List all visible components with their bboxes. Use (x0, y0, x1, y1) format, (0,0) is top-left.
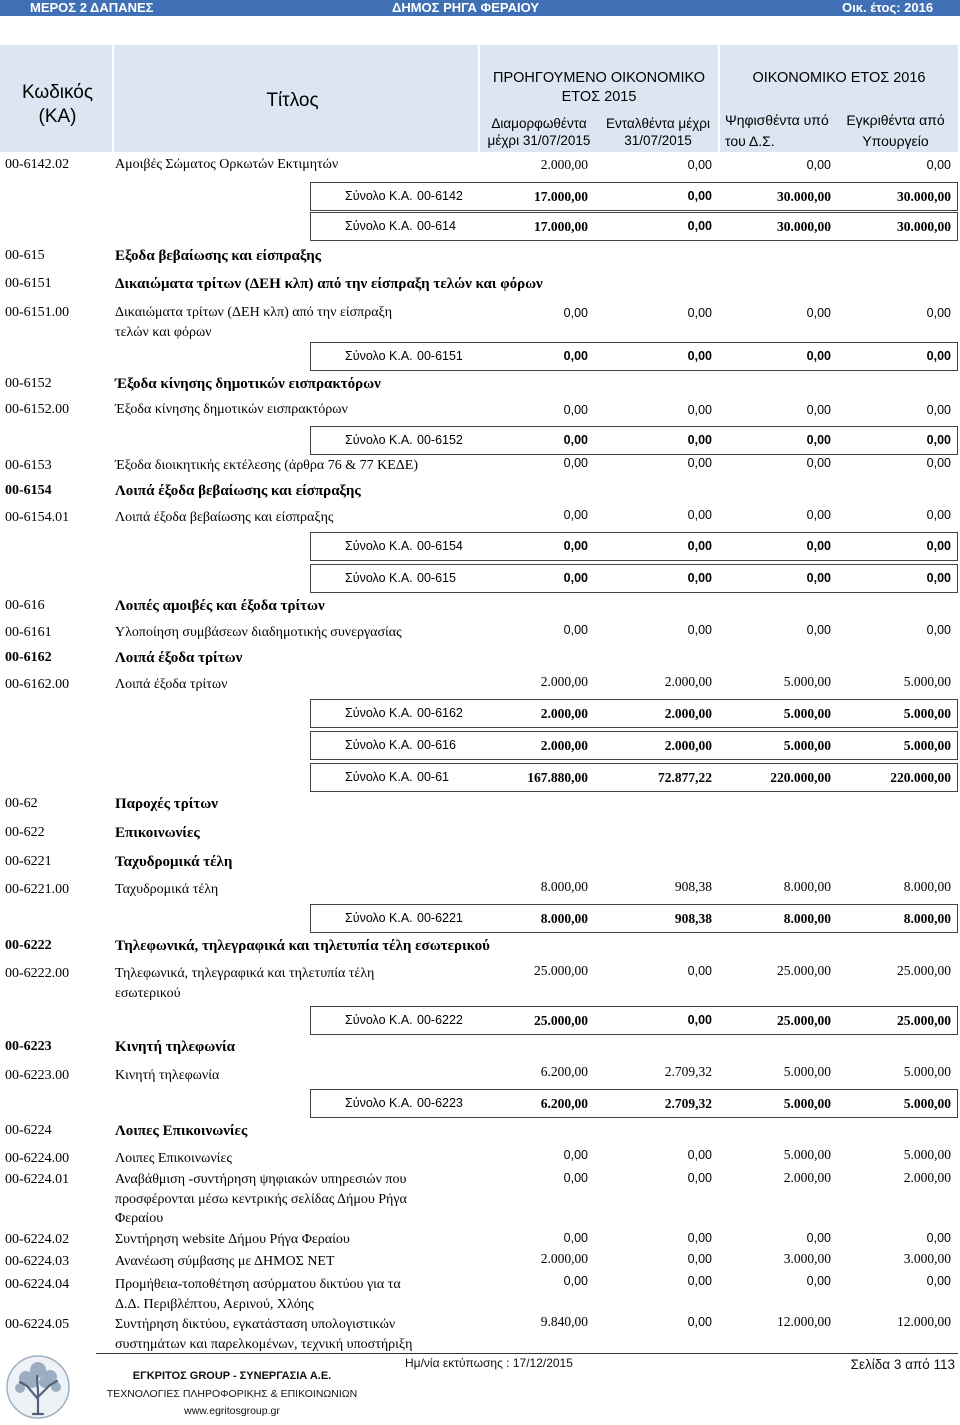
budget-heading-row (0, 647, 958, 669)
amount-formed-2015: 2.000,00 (540, 674, 588, 689)
account-code: 00-6162.00 (5, 677, 70, 692)
account-title-line: Δ.Δ. Περιβλέπτου, Αερινού, Χλόης (115, 1296, 314, 1312)
account-title-line: Αναβάθμιση -συντήρηση ψηφιακών υπηρεσιών που (115, 1172, 407, 1187)
budget-heading-row (0, 822, 958, 844)
budget-total-row (310, 532, 958, 561)
amount-approved-2016: 30.000,00 (897, 219, 951, 234)
budget-total-row (310, 212, 958, 241)
budget-item-row (0, 1274, 958, 1312)
amount-approved-2016: 5.000,00 (903, 1147, 951, 1162)
amount-ordered-2015: 2.000,00 (664, 674, 712, 689)
total-account-code: 00-6223 (417, 1096, 463, 1110)
amount-voted-2016: 0,00 (806, 571, 831, 585)
amount-approved-2016: 0,00 (926, 433, 951, 447)
amount-voted-2016: 0,00 (806, 403, 831, 417)
amount-voted-2016: 0,00 (806, 1274, 831, 1288)
budget-heading-row (0, 793, 958, 815)
amount-ordered-2015: 2.000,00 (664, 738, 712, 753)
account-title-line: προσφέρονται μέσω κεντρικής σελίδας Δήμου Ρήγα (115, 1191, 407, 1207)
account-title-line: Φεραίου (115, 1211, 164, 1226)
account-title: Λοιπά έξοδα βεβαίωσης και είσπραξης (115, 483, 361, 499)
total-account-code: 00-6152 (417, 433, 463, 447)
amount-approved-2016: 5.000,00 (903, 706, 951, 721)
amount-approved-2016: 30.000,00 (897, 189, 951, 204)
amount-ordered-2015: 0,00 (687, 623, 712, 637)
amount-voted-2016: 0,00 (806, 508, 831, 522)
amount-approved-2016: 5.000,00 (903, 1096, 951, 1111)
total-account-code: 00-615 (417, 571, 456, 585)
amount-ordered-2015: 0,00 (687, 306, 712, 320)
amount-formed-2015: 17.000,00 (534, 219, 588, 234)
budget-heading-row (0, 245, 958, 267)
amount-approved-2016: 25.000,00 (897, 963, 951, 978)
amount-approved-2016: 0,00 (926, 306, 951, 320)
amount-approved-2016: 0,00 (926, 623, 951, 637)
account-code: 00-6222.00 (5, 966, 70, 981)
total-label: Σύνολο Κ.Α. (345, 738, 413, 752)
total-account-code: 00-6154 (417, 539, 463, 553)
amount-approved-2016: 8.000,00 (903, 879, 951, 894)
amount-ordered-2015: 2.000,00 (664, 706, 712, 721)
account-code: 00-615 (5, 248, 45, 263)
total-account-code: 00-614 (417, 219, 456, 233)
account-title: Κινητή τηλεφωνία (115, 1039, 235, 1055)
account-code: 00-6153 (5, 458, 52, 473)
amount-voted-2016: 2.000,00 (783, 1170, 831, 1185)
account-code: 00-6142.02 (5, 157, 70, 172)
amount-approved-2016: 0,00 (926, 571, 951, 585)
account-title: Ταχυδρομικά τέλη (115, 854, 233, 870)
budget-total-row (310, 699, 958, 728)
total-label: Σύνολο Κ.Α. (345, 1096, 413, 1110)
account-code: 00-622 (5, 825, 45, 840)
amount-voted-2016: 25.000,00 (777, 1013, 831, 1028)
budget-heading-row (0, 595, 958, 617)
budget-heading-row (0, 273, 958, 295)
amount-formed-2015: 0,00 (563, 1148, 588, 1162)
amount-voted-2016: 5.000,00 (783, 1096, 831, 1111)
account-title-line: Αμοιβές Σώματος Ορκωτών Εκτιμητών (115, 157, 339, 172)
amount-voted-2016: 0,00 (806, 306, 831, 320)
amount-formed-2015: 9.840,00 (540, 1314, 588, 1329)
amount-voted-2016: 30.000,00 (777, 219, 831, 234)
amount-ordered-2015: 0,00 (687, 349, 712, 363)
amount-formed-2015: 6.200,00 (540, 1096, 588, 1111)
account-title-line: Λοιπά έξοδα βεβαίωσης και είσπραξης (115, 510, 334, 525)
amount-voted-2016: 0,00 (806, 433, 831, 447)
account-title: Λοιπές αμοιβές και έξοδα τρίτων (115, 598, 325, 614)
budget-total-row (310, 731, 958, 760)
amount-ordered-2015: 72.877,22 (658, 770, 712, 785)
prev-year-header-line1: ΠΡΟΗΓΟΥΜΕΝΟ ΟΙΚΟΝΟΜΙΚΟ (492, 70, 706, 86)
amount-approved-2016: 220.000,00 (890, 770, 951, 785)
amount-voted-2016: 5.000,00 (783, 1064, 831, 1079)
amount-voted-2016: 25.000,00 (777, 963, 831, 978)
amount-approved-2016: 5.000,00 (903, 738, 951, 753)
amount-formed-2015: 17.000,00 (534, 189, 588, 204)
formed-header-line2: μέχρι 31/07/2015 (487, 133, 591, 148)
budget-heading-row (0, 1120, 958, 1142)
current-year-header: ΟΙΚΟΝΟΜΙΚΟ ΕΤΟΣ 2016 (752, 70, 926, 86)
fiscal-year-label: Οικ. έτος: 2016 (842, 0, 934, 15)
amount-formed-2015: 0,00 (563, 1231, 588, 1245)
document-part-label: ΜΕΡΟΣ 2 ΔΑΠΑΝΕΣ (30, 0, 154, 15)
amount-approved-2016: 3.000,00 (903, 1251, 951, 1266)
amount-formed-2015: 25.000,00 (534, 963, 588, 978)
amount-formed-2015: 2.000,00 (540, 738, 588, 753)
account-code: 00-6152 (5, 376, 52, 391)
account-code: 00-6224 (5, 1123, 52, 1138)
amount-ordered-2015: 2.709,32 (664, 1096, 712, 1111)
account-title-line: Κινητή τηλεφωνία (115, 1068, 220, 1083)
amount-formed-2015: 0,00 (563, 403, 588, 417)
amount-formed-2015: 8.000,00 (540, 911, 588, 926)
account-title-line: Συντήρηση δικτύου, εγκατάσταση υπολογιστικών (115, 1317, 396, 1332)
amount-voted-2016: 5.000,00 (783, 738, 831, 753)
approved-header-line2: Υπουργείο (862, 133, 929, 149)
total-label: Σύνολο Κ.Α. (345, 189, 413, 203)
account-title: Τηλεφωνικά, τηλεγραφικά και τηλετυπία τέλη εσωτερικού (115, 938, 490, 954)
account-title-line: Τηλεφωνικά, τηλεγραφικά και τηλετυπία τέλη (115, 966, 375, 981)
amount-approved-2016: 0,00 (926, 403, 951, 417)
amount-voted-2016: 8.000,00 (783, 911, 831, 926)
account-title-line: Έξοδα κίνησης δημοτικών εισπρακτόρων (115, 402, 348, 417)
account-title-line: Δικαιώματα τρίτων (ΔΕΗ κλπ) από την είσπραξη (115, 305, 393, 320)
budget-item-row (0, 1149, 958, 1169)
account-title-line: Συντήρηση website Δήμου Ρήγα Φεραίου (115, 1232, 350, 1247)
account-code: 00-6224.05 (5, 1317, 70, 1332)
amount-formed-2015: 0,00 (563, 571, 588, 585)
amount-formed-2015: 0,00 (563, 1274, 588, 1288)
amount-ordered-2015: 0,00 (687, 539, 712, 553)
amount-formed-2015: 167.880,00 (527, 770, 588, 785)
amount-approved-2016: 25.000,00 (897, 1013, 951, 1028)
amount-ordered-2015: 0,00 (687, 1252, 712, 1266)
account-title: Επικοινωνίες (115, 825, 200, 841)
budget-heading-row (0, 480, 958, 502)
budget-heading-row (0, 373, 958, 395)
account-title-line: εσωτερικού (115, 985, 181, 1001)
amount-ordered-2015: 0,00 (687, 1315, 712, 1329)
total-label: Σύνολο Κ.Α. (345, 219, 413, 233)
amount-formed-2015: 0,00 (563, 433, 588, 447)
account-title: Δικαιώματα τρίτων (ΔΕΗ κλπ) από την είσπραξη τελών και φόρων (115, 276, 543, 292)
account-code: 00-6154.01 (5, 510, 70, 525)
account-title-line: συστημάτων και παρελκομένων, τεχνική υποστήριξη (115, 1336, 413, 1352)
total-account-code: 00-6142 (417, 189, 463, 203)
budget-item-row (0, 675, 958, 695)
ordered-header-line2: 31/07/2015 (624, 133, 692, 148)
account-title-line: Λοιπά έξοδα τρίτων (115, 677, 228, 692)
column-header-code-line2: (ΚΑ) (38, 106, 77, 127)
amount-voted-2016: 5.000,00 (783, 706, 831, 721)
tree-logo-icon (0, 1352, 76, 1425)
account-title: Λοιπά έξοδα τρίτων (115, 650, 243, 666)
account-title: Λοιπες Επικοινωνίες (115, 1123, 248, 1139)
amount-approved-2016: 0,00 (926, 456, 951, 470)
total-account-code: 00-6221 (417, 911, 463, 925)
total-account-code: 00-616 (417, 738, 456, 752)
amount-formed-2015: 0,00 (563, 1171, 588, 1185)
account-title: Έξοδα κίνησης δημοτικών εισπρακτόρων (115, 376, 381, 392)
account-code: 00-6154 (5, 483, 52, 498)
total-label: Σύνολο Κ.Α. (345, 349, 413, 363)
total-label: Σύνολο Κ.Α. (345, 1013, 413, 1027)
total-account-code: 00-6151 (417, 349, 463, 363)
municipality-name: ΔΗΜΟΣ ΡΗΓΑ ΦΕΡΑΙΟΥ (392, 0, 540, 15)
budget-total-row (310, 904, 958, 933)
company-name: ΕΓΚΡΙΤΟΣ GROUP - ΣΥΝΕΡΓΑΣΙΑ Α.Ε. (132, 1370, 332, 1382)
amount-formed-2015: 25.000,00 (534, 1013, 588, 1028)
budget-heading-row (0, 935, 958, 957)
account-code: 00-6221.00 (5, 882, 70, 897)
account-code: 00-6224.02 (5, 1232, 70, 1247)
total-account-code: 00-6222 (417, 1013, 463, 1027)
total-label: Σύνολο Κ.Α. (345, 770, 413, 784)
column-header-code-line1: Κωδικός (21, 82, 94, 103)
amount-ordered-2015: 0,00 (687, 1231, 712, 1245)
budget-item-row (0, 400, 958, 420)
amount-ordered-2015: 0,00 (687, 403, 712, 417)
amount-ordered-2015: 0,00 (687, 219, 712, 233)
budget-item-row (0, 1314, 958, 1352)
budget-item-row (0, 1230, 958, 1250)
amount-approved-2016: 0,00 (926, 539, 951, 553)
amount-formed-2015: 2.000,00 (540, 1251, 588, 1266)
account-code: 00-6224.01 (5, 1172, 70, 1187)
amount-approved-2016: 0,00 (926, 1231, 951, 1245)
total-label: Σύνολο Κ.Α. (345, 706, 413, 720)
amount-approved-2016: 12.000,00 (897, 1314, 951, 1329)
approved-header-line1: Εγκριθέντα από (846, 112, 945, 128)
amount-voted-2016: 0,00 (806, 539, 831, 553)
account-code: 00-6223 (5, 1039, 52, 1054)
budget-item-row (0, 623, 958, 643)
amount-voted-2016: 0,00 (806, 456, 831, 470)
budget-heading-row (0, 1036, 958, 1058)
amount-approved-2016: 5.000,00 (903, 674, 951, 689)
footer-divider (96, 1353, 958, 1354)
budget-heading-row (0, 851, 958, 873)
amount-approved-2016: 8.000,00 (903, 911, 951, 926)
amount-voted-2016: 0,00 (806, 158, 831, 172)
amount-approved-2016: 0,00 (926, 1274, 951, 1288)
amount-approved-2016: 2.000,00 (903, 1170, 951, 1185)
account-code: 00-6223.00 (5, 1068, 70, 1083)
budget-total-row (310, 182, 958, 211)
amount-formed-2015: 6.200,00 (540, 1064, 588, 1079)
account-title-line: Ανανέωση σύμβασης με ΔΗΜΟΣ ΝΕΤ (115, 1254, 335, 1269)
print-date: Ημ/νία εκτύπωσης : 17/12/2015 (405, 1356, 573, 1370)
budget-item-row (0, 880, 958, 900)
amount-ordered-2015: 908,38 (674, 879, 712, 894)
budget-item-row (0, 303, 958, 340)
ordered-header-line1: Ενταλθέντα μέχρι (606, 116, 710, 131)
amount-voted-2016: 0,00 (806, 1231, 831, 1245)
total-label: Σύνολο Κ.Α. (345, 539, 413, 553)
column-header-title: Τίτλος (266, 90, 319, 111)
account-title: Εξοδα βεβαίωσης και είσπραξης (115, 248, 322, 264)
amount-voted-2016: 5.000,00 (783, 674, 831, 689)
voted-header-line1: Ψηφισθέντα υπό (725, 112, 829, 128)
amount-formed-2015: 2.000,00 (540, 706, 588, 721)
amount-ordered-2015: 0,00 (687, 964, 712, 978)
amount-approved-2016: 0,00 (926, 349, 951, 363)
amount-ordered-2015: 0,00 (687, 189, 712, 203)
amount-ordered-2015: 0,00 (687, 1274, 712, 1288)
amount-voted-2016: 3.000,00 (783, 1251, 831, 1266)
amount-approved-2016: 0,00 (926, 158, 951, 172)
company-website: www.egritosgroup.gr (184, 1405, 280, 1417)
amount-ordered-2015: 0,00 (687, 433, 712, 447)
amount-voted-2016: 0,00 (806, 349, 831, 363)
account-code: 00-6161 (5, 625, 52, 640)
budget-item-row (0, 1066, 958, 1086)
total-label: Σύνολο Κ.Α. (345, 911, 413, 925)
account-title-line: Προμήθεια-τοποθέτηση ασύρματου δικτύου για τα (115, 1277, 401, 1292)
account-code: 00-6162 (5, 650, 52, 665)
budget-item-row (0, 155, 958, 175)
amount-ordered-2015: 0,00 (687, 456, 712, 470)
amount-ordered-2015: 0,00 (687, 1148, 712, 1162)
amount-formed-2015: 0,00 (563, 539, 588, 553)
budget-total-row (310, 564, 958, 593)
account-title-line: Λοιπες Επικοινωνίες (115, 1151, 232, 1166)
company-tagline: ΤΕΧΝΟΛΟΓΙΕΣ ΠΛΗΡΟΦΟΡΙΚΗΣ & ΕΠΙΚΟΙΝΩΝΙΩΝ (106, 1388, 358, 1400)
budget-item-row (0, 1170, 958, 1226)
account-code: 00-6152.00 (5, 402, 70, 417)
budget-total-row (310, 342, 958, 371)
account-title-line: Έξοδα διοικητικής εκτέλεσης (άρθρα 76 & 77 ΚΕΔΕ) (115, 458, 418, 473)
account-code: 00-6224.00 (5, 1151, 70, 1166)
budget-total-row (310, 1006, 958, 1035)
amount-voted-2016: 12.000,00 (777, 1314, 831, 1329)
budget-item-row (0, 456, 958, 476)
account-code: 00-6151 (5, 276, 52, 291)
prev-year-header-line2: ΕΤΟΣ 2015 (561, 89, 637, 105)
amount-formed-2015: 8.000,00 (540, 879, 588, 894)
total-label: Σύνολο Κ.Α. (345, 571, 413, 585)
amount-ordered-2015: 908,38 (674, 911, 712, 926)
amount-voted-2016: 30.000,00 (777, 189, 831, 204)
amount-ordered-2015: 0,00 (687, 158, 712, 172)
amount-ordered-2015: 0,00 (687, 508, 712, 522)
account-code: 00-616 (5, 598, 45, 613)
amount-ordered-2015: 0,00 (687, 1171, 712, 1185)
amount-formed-2015: 0,00 (563, 306, 588, 320)
amount-approved-2016: 5.000,00 (903, 1064, 951, 1079)
amount-ordered-2015: 0,00 (687, 1013, 712, 1027)
amount-ordered-2015: 2.709,32 (664, 1064, 712, 1079)
account-code: 00-6222 (5, 938, 52, 953)
amount-formed-2015: 0,00 (563, 508, 588, 522)
budget-item-row (0, 508, 958, 528)
total-account-code: 00-61 (417, 770, 449, 784)
account-title: Παροχές τρίτων (115, 796, 218, 812)
budget-item-row (0, 1252, 958, 1272)
amount-approved-2016: 0,00 (926, 508, 951, 522)
page-number: Σελίδα 3 από 113 (850, 1357, 955, 1372)
amount-voted-2016: 5.000,00 (783, 1147, 831, 1162)
total-account-code: 00-6162 (417, 706, 463, 720)
account-code: 00-62 (5, 796, 38, 811)
amount-voted-2016: 8.000,00 (783, 879, 831, 894)
amount-formed-2015: 0,00 (563, 456, 588, 470)
budget-total-row (310, 1089, 958, 1118)
amount-voted-2016: 220.000,00 (770, 770, 831, 785)
formed-header-line1: Διαμορφωθέντα (491, 116, 587, 131)
amount-formed-2015: 0,00 (563, 623, 588, 637)
budget-total-row (310, 763, 958, 792)
budget-item-row (0, 963, 958, 1001)
account-title-line: Ταχυδρομικά τέλη (115, 882, 219, 897)
amount-voted-2016: 0,00 (806, 623, 831, 637)
account-code: 00-6224.04 (5, 1277, 70, 1292)
account-code: 00-6221 (5, 854, 52, 869)
account-code: 00-6151.00 (5, 305, 70, 320)
total-label: Σύνολο Κ.Α. (345, 433, 413, 447)
amount-formed-2015: 0,00 (563, 349, 588, 363)
account-code: 00-6224.03 (5, 1254, 70, 1269)
voted-header-line2: του Δ.Σ. (725, 133, 775, 149)
amount-ordered-2015: 0,00 (687, 571, 712, 585)
account-title-line: τελών και φόρων (115, 324, 212, 340)
budget-total-row (310, 426, 958, 455)
account-title-line: Υλοποίηση συμβάσεων διαδημοτικής συνεργασίας (115, 625, 402, 640)
amount-formed-2015: 2.000,00 (540, 157, 588, 172)
